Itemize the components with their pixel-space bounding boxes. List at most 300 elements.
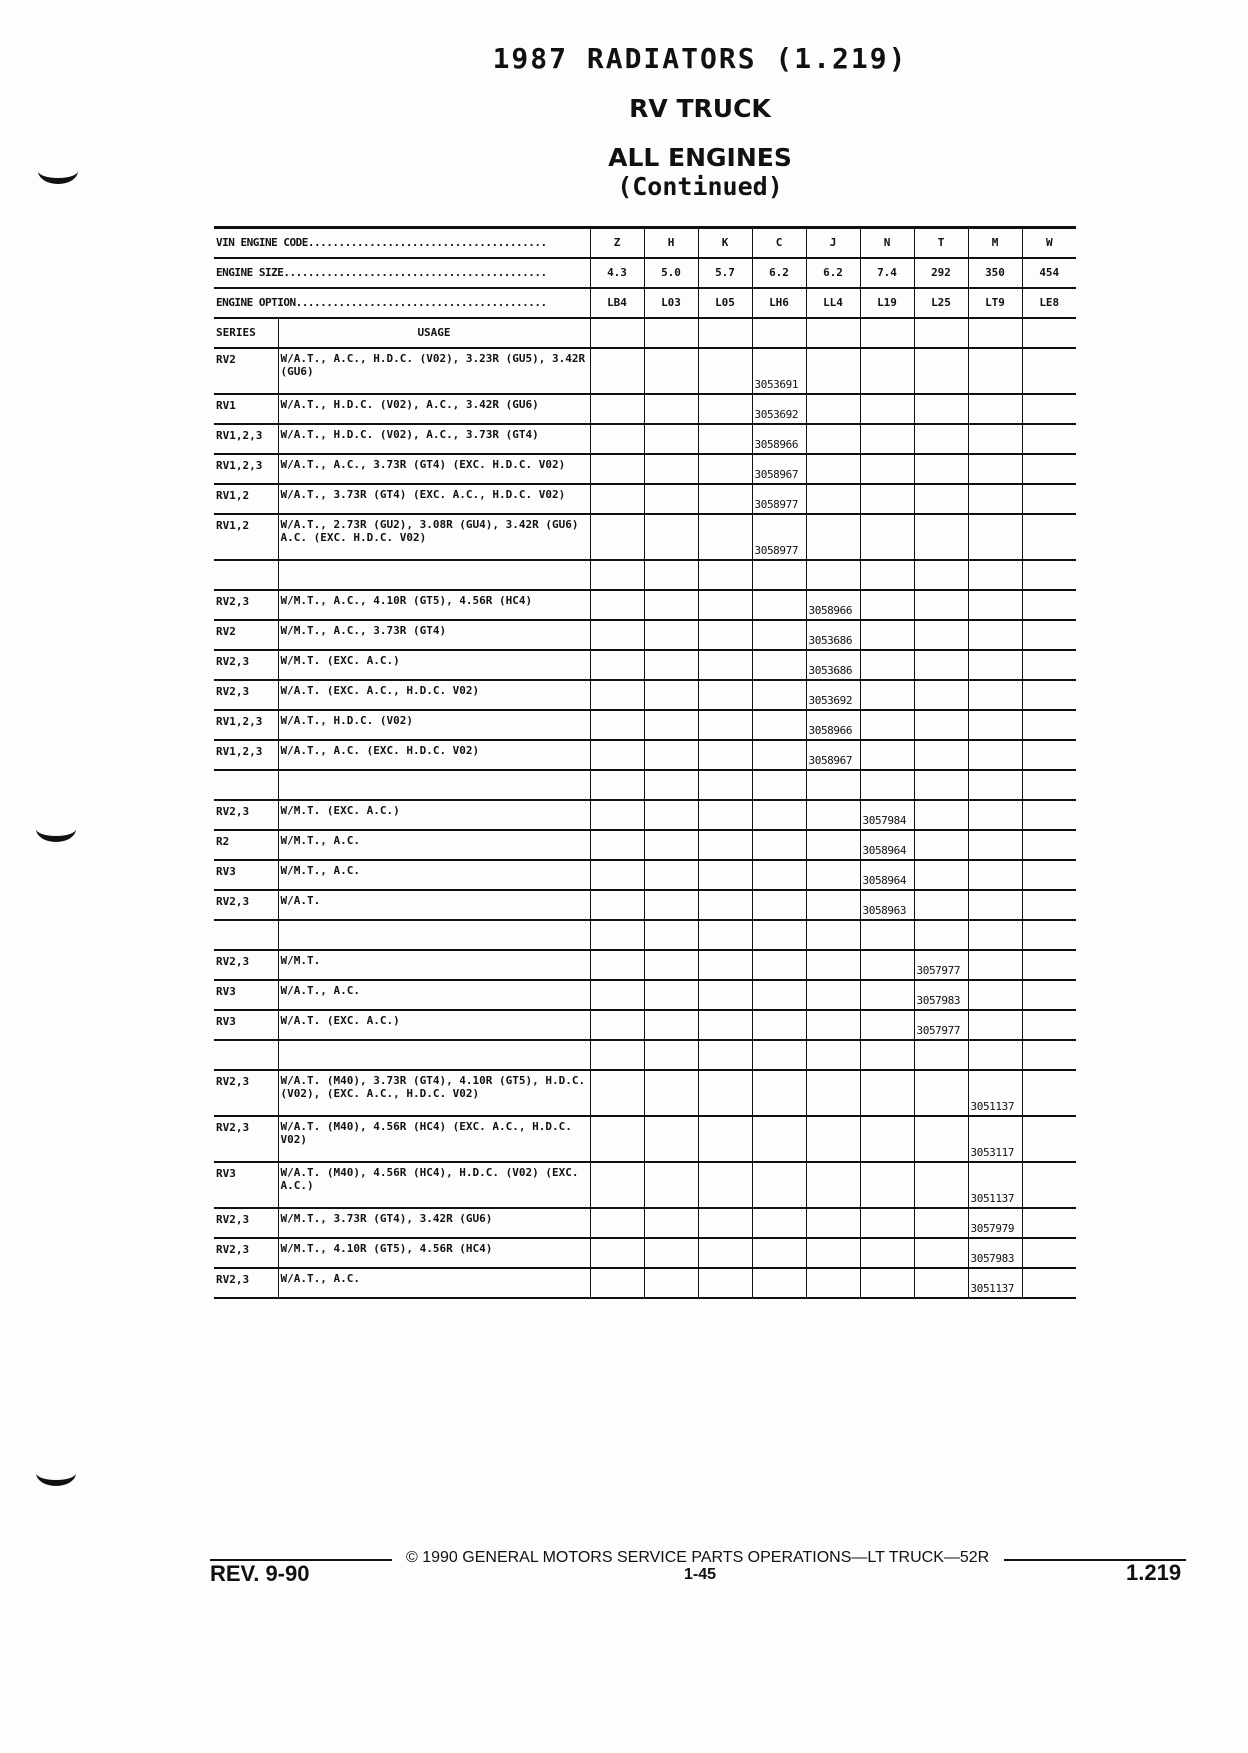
empty-cell xyxy=(860,514,914,560)
empty-cell xyxy=(806,1070,860,1116)
table-row xyxy=(214,890,1076,920)
part-number-cell: 3051137 xyxy=(968,1070,1022,1116)
usage-cell xyxy=(278,920,590,950)
table-row xyxy=(214,1116,1076,1162)
empty-cell xyxy=(644,1070,698,1116)
part-number-cell: 3058963 xyxy=(860,890,914,920)
empty-cell xyxy=(644,1208,698,1238)
empty-cell xyxy=(1022,590,1076,620)
empty-cell xyxy=(806,454,860,484)
empty-cell xyxy=(806,1208,860,1238)
empty-cell xyxy=(968,830,1022,860)
empty-cell xyxy=(860,740,914,770)
empty-cell xyxy=(644,424,698,454)
empty-cell xyxy=(860,590,914,620)
empty-cell xyxy=(860,680,914,710)
empty-cell xyxy=(644,740,698,770)
header-value: LH6 xyxy=(752,288,806,318)
part-number-cell: 3058966 xyxy=(752,424,806,454)
table-row xyxy=(214,920,1076,950)
empty-cell xyxy=(590,1208,644,1238)
empty-cell xyxy=(644,920,698,950)
empty-cell xyxy=(1022,950,1076,980)
empty-cell xyxy=(968,620,1022,650)
usage-column-header: USAGE xyxy=(278,318,590,348)
usage-cell: W/A.T., A.C. xyxy=(278,1268,590,1298)
empty-cell xyxy=(860,620,914,650)
empty-cell xyxy=(590,1040,644,1070)
series-cell: RV2,3 xyxy=(214,800,278,830)
series-cell xyxy=(214,770,278,800)
series-cell: R2 xyxy=(214,830,278,860)
empty-cell xyxy=(968,950,1022,980)
copyright-line: © 1990 GENERAL MOTORS SERVICE PARTS OPERATIONS—LT TRUCK—52R xyxy=(406,1549,990,1566)
part-number-cell: 3053692 xyxy=(752,394,806,424)
header-value: L03 xyxy=(644,288,698,318)
empty-cell xyxy=(644,860,698,890)
empty-cell xyxy=(914,454,968,484)
empty-cell xyxy=(1022,454,1076,484)
series-cell: RV2,3 xyxy=(214,650,278,680)
vin-code-row xyxy=(214,228,1076,258)
header-label: ENGINE SIZE........................................... xyxy=(214,258,590,288)
table-row xyxy=(214,348,1076,394)
empty-cell xyxy=(914,800,968,830)
usage-cell: W/A.T. (EXC. A.C., H.D.C. V02) xyxy=(278,680,590,710)
series-column-header: SERIES xyxy=(214,318,278,348)
part-number-cell: 3057977 xyxy=(914,1010,968,1040)
empty-cell xyxy=(590,620,644,650)
part-number-cell: 3058967 xyxy=(752,454,806,484)
usage-cell: W/A.T. (M40), 3.73R (GT4), 4.10R (GT5), H.D.C. (V02), (EXC. A.C., H.D.C. V02) xyxy=(278,1070,590,1116)
empty-cell xyxy=(590,980,644,1010)
series-cell: RV1,2 xyxy=(214,514,278,560)
empty-cell xyxy=(644,514,698,560)
empty-cell xyxy=(914,394,968,424)
empty-cell xyxy=(914,348,968,394)
empty-cell xyxy=(806,770,860,800)
empty-cell xyxy=(1022,860,1076,890)
series-cell: RV2,3 xyxy=(214,890,278,920)
series-cell: RV2,3 xyxy=(214,1070,278,1116)
header-value: M xyxy=(968,228,1022,258)
table-row xyxy=(214,950,1076,980)
empty-cell xyxy=(968,590,1022,620)
empty-cell xyxy=(590,1162,644,1208)
binder-hole-mark xyxy=(36,816,76,842)
usage-cell: W/M.T., A.C., 3.73R (GT4) xyxy=(278,620,590,650)
empty-cell xyxy=(752,620,806,650)
empty-cell xyxy=(590,1010,644,1040)
empty-cell xyxy=(806,1040,860,1070)
table-row xyxy=(214,560,1076,590)
header-value: C xyxy=(752,228,806,258)
empty-cell xyxy=(590,1070,644,1116)
table-row xyxy=(214,770,1076,800)
empty-cell xyxy=(860,980,914,1010)
empty-cell xyxy=(860,1208,914,1238)
empty-cell xyxy=(1022,1070,1076,1116)
empty-cell xyxy=(1022,890,1076,920)
empty-cell xyxy=(968,740,1022,770)
empty-cell xyxy=(752,980,806,1010)
empty-cell xyxy=(644,830,698,860)
header-value: 4.3 xyxy=(590,258,644,288)
series-cell: RV1,2,3 xyxy=(214,454,278,484)
usage-cell xyxy=(278,560,590,590)
empty-cell xyxy=(590,650,644,680)
empty-cell xyxy=(806,348,860,394)
empty-cell xyxy=(752,560,806,590)
empty-cell xyxy=(968,1040,1022,1070)
empty-cell xyxy=(914,920,968,950)
header-label: VIN ENGINE CODE....................................... xyxy=(214,228,590,258)
empty-cell xyxy=(590,890,644,920)
empty-cell xyxy=(590,590,644,620)
empty-cell xyxy=(752,770,806,800)
series-cell: RV3 xyxy=(214,1162,278,1208)
empty-cell xyxy=(590,710,644,740)
empty-cell xyxy=(752,950,806,980)
empty-cell xyxy=(914,1116,968,1162)
empty-cell xyxy=(968,424,1022,454)
table-row xyxy=(214,484,1076,514)
empty-cell xyxy=(590,348,644,394)
empty-cell xyxy=(698,860,752,890)
empty-cell xyxy=(968,514,1022,560)
empty-cell xyxy=(860,1116,914,1162)
empty-cell xyxy=(914,514,968,560)
empty-cell xyxy=(752,800,806,830)
empty-cell xyxy=(914,560,968,590)
empty-cell xyxy=(752,890,806,920)
header-value: 5.7 xyxy=(698,258,752,288)
empty-cell xyxy=(752,1268,806,1298)
part-number-cell: 3057983 xyxy=(968,1238,1022,1268)
usage-cell: W/A.T. (EXC. A.C.) xyxy=(278,1010,590,1040)
empty-cell xyxy=(698,348,752,394)
empty-cell xyxy=(914,710,968,740)
empty-cell xyxy=(698,1268,752,1298)
empty-cell xyxy=(968,1010,1022,1040)
header-value: 292 xyxy=(914,258,968,288)
empty-cell xyxy=(590,560,644,590)
part-number-cell: 3058966 xyxy=(806,710,860,740)
empty-cell xyxy=(644,590,698,620)
empty-cell xyxy=(1022,650,1076,680)
part-number-cell: 3058967 xyxy=(806,740,860,770)
empty-cell xyxy=(698,620,752,650)
empty-cell xyxy=(806,920,860,950)
empty-cell xyxy=(860,770,914,800)
empty-cell xyxy=(698,1040,752,1070)
empty-cell xyxy=(752,920,806,950)
empty-cell xyxy=(806,1010,860,1040)
empty-cell xyxy=(806,514,860,560)
engine-option-row xyxy=(214,288,1076,318)
empty-cell xyxy=(644,484,698,514)
empty-cell xyxy=(806,890,860,920)
series-cell: RV2,3 xyxy=(214,1208,278,1238)
empty-cell xyxy=(806,1162,860,1208)
empty-cell xyxy=(860,950,914,980)
empty-cell xyxy=(644,650,698,680)
empty-cell xyxy=(914,770,968,800)
empty-cell xyxy=(698,514,752,560)
empty-cell xyxy=(590,394,644,424)
series-cell: RV3 xyxy=(214,1010,278,1040)
empty-cell xyxy=(806,800,860,830)
usage-cell: W/M.T. (EXC. A.C.) xyxy=(278,650,590,680)
empty-cell xyxy=(1022,424,1076,454)
empty-cell xyxy=(914,740,968,770)
empty-cell xyxy=(752,1208,806,1238)
series-cell: RV3 xyxy=(214,980,278,1010)
empty-cell xyxy=(1022,1116,1076,1162)
series-cell: RV2,3 xyxy=(214,680,278,710)
table-row xyxy=(214,740,1076,770)
series-cell: RV2,3 xyxy=(214,950,278,980)
empty-cell xyxy=(860,1162,914,1208)
empty-cell xyxy=(860,920,914,950)
empty-cell xyxy=(1022,514,1076,560)
empty-cell xyxy=(1022,770,1076,800)
usage-cell xyxy=(278,1040,590,1070)
series-cell: RV1,2,3 xyxy=(214,710,278,740)
empty-cell xyxy=(1022,920,1076,950)
series-cell: RV2,3 xyxy=(214,1116,278,1162)
header-value: K xyxy=(698,228,752,258)
page-number: 1-45 xyxy=(684,1566,717,1583)
empty-cell xyxy=(590,950,644,980)
empty-cell xyxy=(914,1208,968,1238)
empty-cell xyxy=(968,394,1022,424)
table-row xyxy=(214,394,1076,424)
empty-cell xyxy=(806,860,860,890)
empty-cell xyxy=(752,650,806,680)
series-cell: RV1,2 xyxy=(214,484,278,514)
part-number-cell: 3058977 xyxy=(752,484,806,514)
empty-cell xyxy=(698,1162,752,1208)
part-number-cell: 3058966 xyxy=(806,590,860,620)
table-row xyxy=(214,830,1076,860)
series-cell: RV3 xyxy=(214,860,278,890)
empty-cell xyxy=(644,800,698,830)
empty-cell xyxy=(590,1268,644,1298)
part-number-cell: 3053686 xyxy=(806,650,860,680)
table-row xyxy=(214,1070,1076,1116)
empty-cell xyxy=(590,454,644,484)
empty-cell xyxy=(644,890,698,920)
usage-cell: W/M.T., 4.10R (GT5), 4.56R (HC4) xyxy=(278,1238,590,1268)
table-row xyxy=(214,680,1076,710)
usage-cell: W/M.T., A.C. xyxy=(278,860,590,890)
series-cell: RV2,3 xyxy=(214,1268,278,1298)
empty-cell xyxy=(860,454,914,484)
header-value: 7.4 xyxy=(860,258,914,288)
empty-cell xyxy=(698,950,752,980)
empty-cell xyxy=(590,1238,644,1268)
table-row xyxy=(214,1162,1076,1208)
empty-cell xyxy=(968,920,1022,950)
empty-cell xyxy=(644,1116,698,1162)
empty-cell xyxy=(1022,980,1076,1010)
empty-cell xyxy=(1022,394,1076,424)
section-number: 1.219 xyxy=(1126,1560,1182,1585)
empty-cell xyxy=(968,484,1022,514)
part-number-cell: 3053692 xyxy=(806,680,860,710)
empty-cell xyxy=(590,740,644,770)
header-value: H xyxy=(644,228,698,258)
usage-cell: W/A.T., A.C., 3.73R (GT4) (EXC. H.D.C. V02) xyxy=(278,454,590,484)
empty-cell xyxy=(1022,560,1076,590)
table-row xyxy=(214,710,1076,740)
empty-cell xyxy=(698,680,752,710)
usage-cell: W/A.T., H.D.C. (V02), A.C., 3.73R (GT4) xyxy=(278,424,590,454)
usage-cell: W/M.T. (EXC. A.C.) xyxy=(278,800,590,830)
series-cell: RV2 xyxy=(214,348,278,394)
series-cell: RV1,2,3 xyxy=(214,740,278,770)
header-value: LB4 xyxy=(590,288,644,318)
part-number-cell: 3058964 xyxy=(860,830,914,860)
empty-cell xyxy=(698,560,752,590)
header-value: 6.2 xyxy=(752,258,806,288)
header-value: LL4 xyxy=(806,288,860,318)
empty-cell xyxy=(968,890,1022,920)
empty-cell xyxy=(1022,318,1076,348)
empty-cell xyxy=(1022,710,1076,740)
table-row xyxy=(214,1040,1076,1070)
empty-cell xyxy=(968,318,1022,348)
empty-cell xyxy=(698,1208,752,1238)
empty-cell xyxy=(644,770,698,800)
empty-cell xyxy=(860,1010,914,1040)
empty-cell xyxy=(914,484,968,514)
empty-cell xyxy=(914,1040,968,1070)
empty-cell xyxy=(968,770,1022,800)
empty-cell xyxy=(590,860,644,890)
empty-cell xyxy=(644,1268,698,1298)
header-value: J xyxy=(806,228,860,258)
table-row xyxy=(214,1238,1076,1268)
empty-cell xyxy=(698,920,752,950)
empty-cell xyxy=(968,560,1022,590)
empty-cell xyxy=(1022,1238,1076,1268)
usage-cell: W/A.T., A.C. xyxy=(278,980,590,1010)
usage-cell: W/A.T. (M40), 4.56R (HC4), H.D.C. (V02) (EXC. A.C.) xyxy=(278,1162,590,1208)
header-value: LT9 xyxy=(968,288,1022,318)
header-value: L19 xyxy=(860,288,914,318)
empty-cell xyxy=(806,560,860,590)
usage-cell: W/A.T. (M40), 4.56R (HC4) (EXC. A.C., H.D.C. V02) xyxy=(278,1116,590,1162)
empty-cell xyxy=(914,1238,968,1268)
part-number-cell: 3057984 xyxy=(860,800,914,830)
empty-cell xyxy=(698,318,752,348)
empty-cell xyxy=(698,770,752,800)
empty-cell xyxy=(752,1040,806,1070)
empty-cell xyxy=(698,980,752,1010)
header-value: W xyxy=(1022,228,1076,258)
empty-cell xyxy=(914,1162,968,1208)
empty-cell xyxy=(752,710,806,740)
empty-cell xyxy=(590,424,644,454)
usage-cell: W/M.T., A.C., 4.10R (GT5), 4.56R (HC4) xyxy=(278,590,590,620)
empty-cell xyxy=(860,348,914,394)
empty-cell xyxy=(860,1238,914,1268)
empty-cell xyxy=(752,590,806,620)
empty-cell xyxy=(860,1070,914,1116)
empty-cell xyxy=(644,620,698,650)
usage-cell: W/A.T. xyxy=(278,890,590,920)
empty-cell xyxy=(752,1010,806,1040)
series-cell xyxy=(214,560,278,590)
empty-cell xyxy=(1022,620,1076,650)
series-cell: RV2 xyxy=(214,620,278,650)
engines-heading: ALL ENGINES xyxy=(608,143,792,172)
empty-cell xyxy=(698,394,752,424)
table-row xyxy=(214,514,1076,560)
empty-cell xyxy=(1022,680,1076,710)
series-cell xyxy=(214,920,278,950)
table-row xyxy=(214,800,1076,830)
empty-cell xyxy=(1022,1040,1076,1070)
empty-cell xyxy=(590,830,644,860)
empty-cell xyxy=(968,860,1022,890)
usage-cell xyxy=(278,770,590,800)
empty-cell xyxy=(860,1268,914,1298)
empty-cell xyxy=(914,1070,968,1116)
empty-cell xyxy=(644,560,698,590)
empty-cell xyxy=(968,348,1022,394)
page-title: 1987 RADIATORS (1.219) xyxy=(492,42,908,75)
empty-cell xyxy=(860,1040,914,1070)
series-cell: RV2,3 xyxy=(214,1238,278,1268)
empty-cell xyxy=(1022,1208,1076,1238)
part-number-cell: 3057983 xyxy=(914,980,968,1010)
empty-cell xyxy=(860,650,914,680)
table-row xyxy=(214,860,1076,890)
header-value: 454 xyxy=(1022,258,1076,288)
empty-cell xyxy=(752,680,806,710)
empty-cell xyxy=(644,980,698,1010)
empty-cell xyxy=(752,1116,806,1162)
table-row xyxy=(214,650,1076,680)
part-number-cell: 3057977 xyxy=(914,950,968,980)
empty-cell xyxy=(644,1162,698,1208)
empty-cell xyxy=(806,1116,860,1162)
header-value: L25 xyxy=(914,288,968,318)
empty-cell xyxy=(590,514,644,560)
table-row xyxy=(214,590,1076,620)
header-value: LE8 xyxy=(1022,288,1076,318)
part-number-cell: 3058964 xyxy=(860,860,914,890)
empty-cell xyxy=(860,484,914,514)
empty-cell xyxy=(860,318,914,348)
series-cell: RV1 xyxy=(214,394,278,424)
header-value: L05 xyxy=(698,288,752,318)
series-cell: RV1,2,3 xyxy=(214,424,278,454)
empty-cell xyxy=(644,454,698,484)
empty-cell xyxy=(590,770,644,800)
column-header-row xyxy=(214,318,1076,348)
empty-cell xyxy=(590,1116,644,1162)
header-value: 350 xyxy=(968,258,1022,288)
table-row xyxy=(214,1268,1076,1298)
table-row xyxy=(214,980,1076,1010)
empty-cell xyxy=(1022,1162,1076,1208)
empty-cell xyxy=(752,1238,806,1268)
empty-cell xyxy=(860,710,914,740)
